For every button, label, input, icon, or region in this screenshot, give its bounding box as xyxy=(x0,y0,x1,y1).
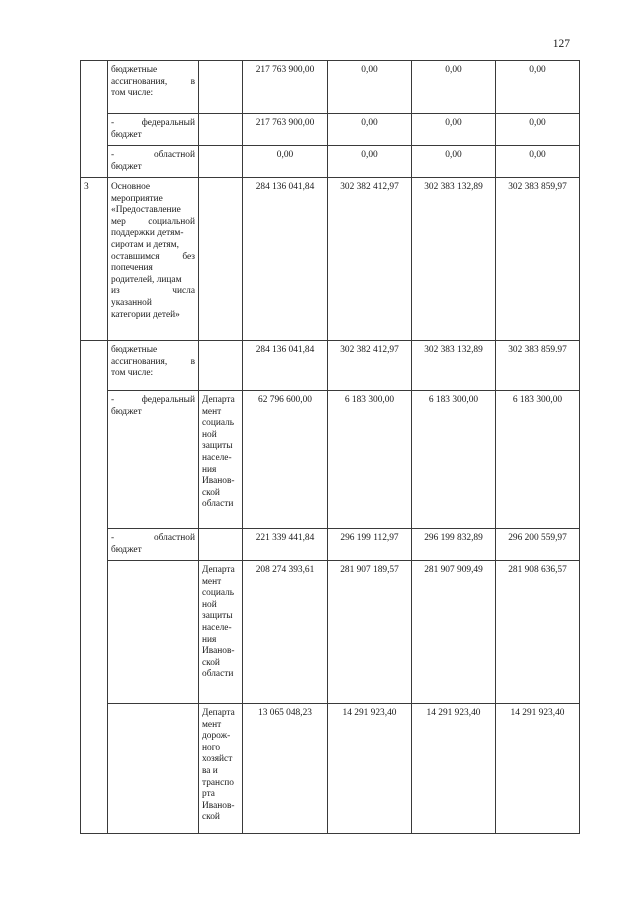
activity-name-cell xyxy=(108,561,199,704)
amount-cell-year-2: 302 382 412,97 xyxy=(328,341,412,391)
executor-line: дорож- xyxy=(202,731,231,742)
amount-cell-year-2: 0,00 xyxy=(328,114,412,146)
amount-cell-year-4: 0,00 xyxy=(496,146,580,178)
executor-line: области xyxy=(202,499,234,510)
executor-line: хозяйст xyxy=(202,754,233,765)
activity-name-cell xyxy=(108,704,199,834)
activity-name-word: бюджет xyxy=(111,406,142,417)
activity-name-line xyxy=(111,150,195,162)
table-row xyxy=(81,61,580,114)
activity-name-line xyxy=(111,194,195,206)
activity-name-word: без xyxy=(182,251,195,262)
activity-name-word: том числе: xyxy=(111,88,154,99)
executor-line: Иванов- xyxy=(202,476,235,487)
activity-name-word: федеральный xyxy=(141,118,195,128)
executor-cell xyxy=(199,391,243,529)
activity-name-word: указанной xyxy=(111,297,152,308)
executor-line: защиты xyxy=(202,611,233,622)
activity-name-word: ассигнования, xyxy=(111,356,168,367)
activity-name-line xyxy=(111,205,195,217)
executor-line: ния xyxy=(202,634,217,645)
amount-cell-year-3: 6 183 300,00 xyxy=(412,391,496,529)
amount-cell-year-4: 281 908 636,57 xyxy=(496,561,580,704)
activity-name-line xyxy=(111,228,195,240)
table-body xyxy=(81,61,580,834)
amount-cell-year-4: 296 200 559,97 xyxy=(496,529,580,561)
executor-line: ской xyxy=(202,812,220,823)
executor-line: мент xyxy=(202,576,222,587)
page-number: 127 xyxy=(552,38,570,50)
activity-name-line xyxy=(111,286,195,298)
table-row xyxy=(81,114,580,146)
amount-cell-year-1: 13 065 048,23 xyxy=(243,704,328,834)
executor-cell xyxy=(199,146,243,178)
activity-name-word: «Предоставление xyxy=(111,205,181,216)
row-number-cell: 3 xyxy=(81,178,108,341)
amount-cell-year-2: 302 382 412,97 xyxy=(328,178,412,341)
activity-name-line xyxy=(111,395,195,407)
executor-cell xyxy=(199,529,243,561)
executor-line: мент xyxy=(202,719,222,730)
activity-name-cell xyxy=(108,61,199,114)
activity-name-line xyxy=(111,310,195,322)
amount-cell-year-1: 284 136 041,84 xyxy=(243,178,328,341)
amount-cell-year-1: 217 763 900,00 xyxy=(243,114,328,146)
amount-cell-year-1: 284 136 041,84 xyxy=(243,341,328,391)
amount-cell-year-3: 302 383 132,89 xyxy=(412,341,496,391)
amount-cell-year-2: 0,00 xyxy=(328,61,412,114)
executor-line: ной xyxy=(202,599,217,610)
row-number-cell xyxy=(81,341,108,834)
activity-name-line xyxy=(111,545,195,557)
amount-cell-year-1: 62 796 600,00 xyxy=(243,391,328,529)
activity-name-line xyxy=(111,368,195,380)
executor-cell xyxy=(199,561,243,704)
activity-name-line xyxy=(111,65,195,77)
activity-name-word: в xyxy=(190,356,195,367)
activity-name-word: ассигнования, xyxy=(111,76,168,87)
activity-name-word: оставшимся xyxy=(111,251,160,262)
activity-name-word: из xyxy=(111,286,120,297)
executor-line: ва и xyxy=(202,765,218,776)
table-row xyxy=(81,146,580,178)
amount-cell-year-2: 0,00 xyxy=(328,146,412,178)
table-row xyxy=(81,529,580,561)
activity-name-line xyxy=(111,88,195,100)
executor-line: области xyxy=(202,669,234,680)
row-number-cell xyxy=(81,61,108,178)
activity-name-line xyxy=(111,77,195,89)
activity-name-line xyxy=(111,182,195,194)
activity-name-word: числа xyxy=(172,286,195,297)
table-row xyxy=(81,178,580,341)
table-row xyxy=(81,341,580,391)
activity-name-word: бюджет xyxy=(111,544,142,555)
amount-cell-year-1: 0,00 xyxy=(243,146,328,178)
amount-cell-year-4: 302 383 859,97 xyxy=(496,178,580,341)
amount-cell-year-3: 0,00 xyxy=(412,61,496,114)
activity-name-line xyxy=(111,240,195,252)
activity-name-word: бюджетные xyxy=(111,65,158,75)
amount-cell-year-4: 0,00 xyxy=(496,61,580,114)
executor-line: ного xyxy=(202,742,221,753)
activity-name-word: областной xyxy=(153,150,195,160)
activity-name-line xyxy=(111,162,195,174)
activity-name-cell xyxy=(108,341,199,391)
amount-cell-year-2: 14 291 923,40 xyxy=(328,704,412,834)
amount-cell-year-1: 208 274 393,61 xyxy=(243,561,328,704)
activity-name-word: родителей, лицам xyxy=(111,274,182,285)
activity-name-word: Основное xyxy=(111,182,151,192)
amount-cell-year-4: 14 291 923,40 xyxy=(496,704,580,834)
activity-name-line xyxy=(111,217,195,229)
activity-name-cell xyxy=(108,391,199,529)
amount-cell-year-1: 221 339 441,84 xyxy=(243,529,328,561)
executor-cell xyxy=(199,704,243,834)
activity-name-word: в xyxy=(190,76,195,87)
activity-name-word: - xyxy=(111,395,115,405)
executor-line: Департа xyxy=(202,565,235,575)
executor-line: Департа xyxy=(202,395,235,405)
executor-line: Иванов- xyxy=(202,646,235,657)
table-row xyxy=(81,561,580,704)
activity-name-line xyxy=(111,130,195,142)
amount-cell-year-2: 296 199 112,97 xyxy=(328,529,412,561)
executor-line: защиты xyxy=(202,441,233,452)
amount-cell-year-3: 302 383 132,89 xyxy=(412,178,496,341)
activity-name-word: социальной xyxy=(148,216,195,227)
activity-name-line xyxy=(111,407,195,419)
activity-name-word: - xyxy=(111,533,115,543)
executor-cell xyxy=(199,61,243,114)
budget-table xyxy=(80,60,580,834)
activity-name-cell xyxy=(108,178,199,341)
activity-name-word: поддержки детям- xyxy=(111,228,184,239)
amount-cell-year-4: 0,00 xyxy=(496,114,580,146)
amount-cell-year-3: 281 907 909,49 xyxy=(412,561,496,704)
table-row xyxy=(81,704,580,834)
amount-cell-year-2: 6 183 300,00 xyxy=(328,391,412,529)
activity-name-word: бюджетные xyxy=(111,345,158,355)
executor-line: населе- xyxy=(202,452,232,463)
activity-name-line xyxy=(111,533,195,545)
activity-name-cell xyxy=(108,529,199,561)
activity-name-line xyxy=(111,263,195,275)
activity-name-word: категории детей» xyxy=(111,309,180,320)
table-row xyxy=(81,391,580,529)
activity-name-word: - xyxy=(111,118,115,128)
executor-line: рта xyxy=(202,789,215,800)
activity-name-word: попечения xyxy=(111,263,153,274)
activity-name-cell xyxy=(108,114,199,146)
activity-name-word: бюджет xyxy=(111,161,142,172)
executor-line: ской xyxy=(202,487,220,498)
activity-name-word: мер xyxy=(111,216,126,227)
amount-cell-year-3: 296 199 832,89 xyxy=(412,529,496,561)
executor-line: ской xyxy=(202,657,220,668)
executor-line: Иванов- xyxy=(202,800,235,811)
executor-cell xyxy=(199,341,243,391)
executor-line: социаль xyxy=(202,588,235,599)
activity-name-line xyxy=(111,345,195,357)
amount-cell-year-2: 281 907 189,57 xyxy=(328,561,412,704)
activity-name-cell xyxy=(108,146,199,178)
activity-name-line xyxy=(111,298,195,310)
executor-cell xyxy=(199,178,243,341)
activity-name-word: мероприятие xyxy=(111,193,163,204)
activity-name-line xyxy=(111,275,195,287)
executor-line: ния xyxy=(202,464,217,475)
amount-cell-year-3: 0,00 xyxy=(412,114,496,146)
activity-name-word: - xyxy=(111,150,115,160)
executor-line: ной xyxy=(202,429,217,440)
activity-name-word: федеральный xyxy=(141,395,195,405)
activity-name-word: бюджет xyxy=(111,129,142,140)
executor-line: транспо xyxy=(202,777,234,788)
activity-name-line xyxy=(111,357,195,369)
amount-cell-year-1: 217 763 900,00 xyxy=(243,61,328,114)
amount-cell-year-3: 14 291 923,40 xyxy=(412,704,496,834)
amount-cell-year-3: 0,00 xyxy=(412,146,496,178)
executor-line: Департа xyxy=(202,708,235,718)
executor-cell xyxy=(199,114,243,146)
executor-line: социаль xyxy=(202,418,235,429)
amount-cell-year-4: 6 183 300,00 xyxy=(496,391,580,529)
activity-name-word: сиротам и детям, xyxy=(111,239,179,250)
executor-line: мент xyxy=(202,406,222,417)
amount-cell-year-4: 302 383 859.97 xyxy=(496,341,580,391)
executor-line: населе- xyxy=(202,622,232,633)
activity-name-word: областной xyxy=(153,533,195,543)
activity-name-line xyxy=(111,118,195,130)
activity-name-line xyxy=(111,252,195,264)
activity-name-word: том числе: xyxy=(111,368,154,379)
